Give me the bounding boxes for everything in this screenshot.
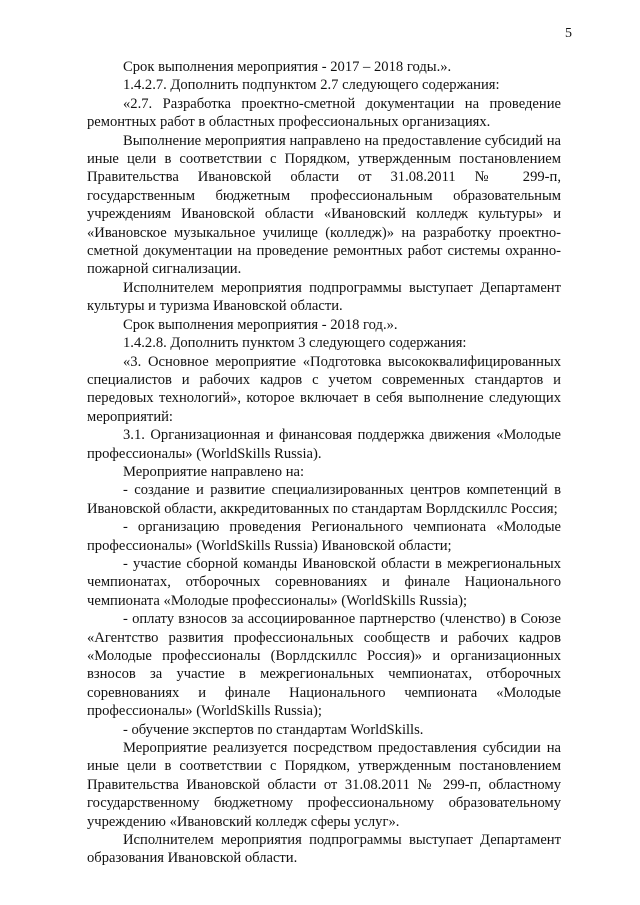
paragraph: Исполнителем мероприятия подпрограммы выступает Департамент культуры и туризма Ивановской области. <box>87 279 561 315</box>
paragraph: - организацию проведения Регионального чемпионата «Молодые профессионалы» (WorldSkills Russia) Ивановской области; <box>87 519 561 554</box>
document-body <box>87 58 561 868</box>
paragraph: 1.4.2.8. Дополнить пунктом 3 следующего содержания: <box>123 335 467 352</box>
paragraph: - оплату взносов за ассоциированное партнерство (членство) в Союзе «Агентство развития профессиональных сообществ и рабочих кадров «Молодые профессионалы (Ворлдскиллс Россия)» и организационных взносов за участие в межрегиональных чемпионатах, отборочных соревнованиях и финале Национального чемпионата «Молодые профессионалы» (WorldSkills Russia); <box>87 611 561 720</box>
paragraph: «2.7. Разработка проектно-сметной документации на проведение ремонтных работ в областных профессиональных организациях. <box>87 95 561 131</box>
paragraph: Мероприятие реализуется посредством предоставления субсидии на иные цели в соответствии с Порядком, утвержденным постановлением Правительства Ивановской области от 31.08.2011 № 299-п, областному государственному бюджетному профессиональному образовательному учреждению «Ивановский колледж сферы услуг». <box>87 740 561 830</box>
paragraph: 3.1. Организационная и финансовая поддержка движения «Молодые профессионалы» (WorldSkills Russia). <box>87 427 561 462</box>
paragraph: «3. Основное мероприятие «Подготовка высококвалифицированных специалистов и рабочих кадров с учетом современных стандартов и передовых технологий», которое включает в себя выполнение следующих мероприятий: <box>87 353 561 425</box>
paragraph: - участие сборной команды Ивановской области в межрегиональных чемпионатах, отборочных соревнованиях и финале Национального чемпионата «Молодые профессионалы» (WorldSkills Russia); <box>87 555 561 609</box>
paragraph: 1.4.2.7. Дополнить подпунктом 2.7 следующего содержания: <box>123 77 500 94</box>
paragraph: Исполнителем мероприятия подпрограммы выступает Департамент образования Ивановской области. <box>87 832 561 867</box>
paragraph: Мероприятие направлено на: <box>123 463 305 480</box>
paragraph: Срок выполнения мероприятия - 2018 год.». <box>123 316 398 333</box>
paragraph: Выполнение мероприятия направлено на предоставление субсидий на иные цели в соответствии с Порядком, утвержденным постановлением Правительства Ивановской области от 31.08.2011 № 299-п, государственным бюджетным профессиональным образовательным учреждениям Ивановской области «Ивановский колледж культуры» и «Ивановское музыкальное училище (колледж)» на разработку проектно-сметной документации на проведение ремонтных работ системы охранно-пожарной сигнализации. <box>87 132 561 278</box>
page-number: 5 <box>565 26 572 41</box>
paragraph: Срок выполнения мероприятия - 2017 – 2018 годы.». <box>123 59 452 75</box>
paragraph: - создание и развитие специализированных центров компетенций в Ивановской области, аккредитованных по стандартам Ворлдскиллс Россия; <box>87 482 561 517</box>
paragraph: - обучение экспертов по стандартам WorldSkills. <box>123 721 424 738</box>
